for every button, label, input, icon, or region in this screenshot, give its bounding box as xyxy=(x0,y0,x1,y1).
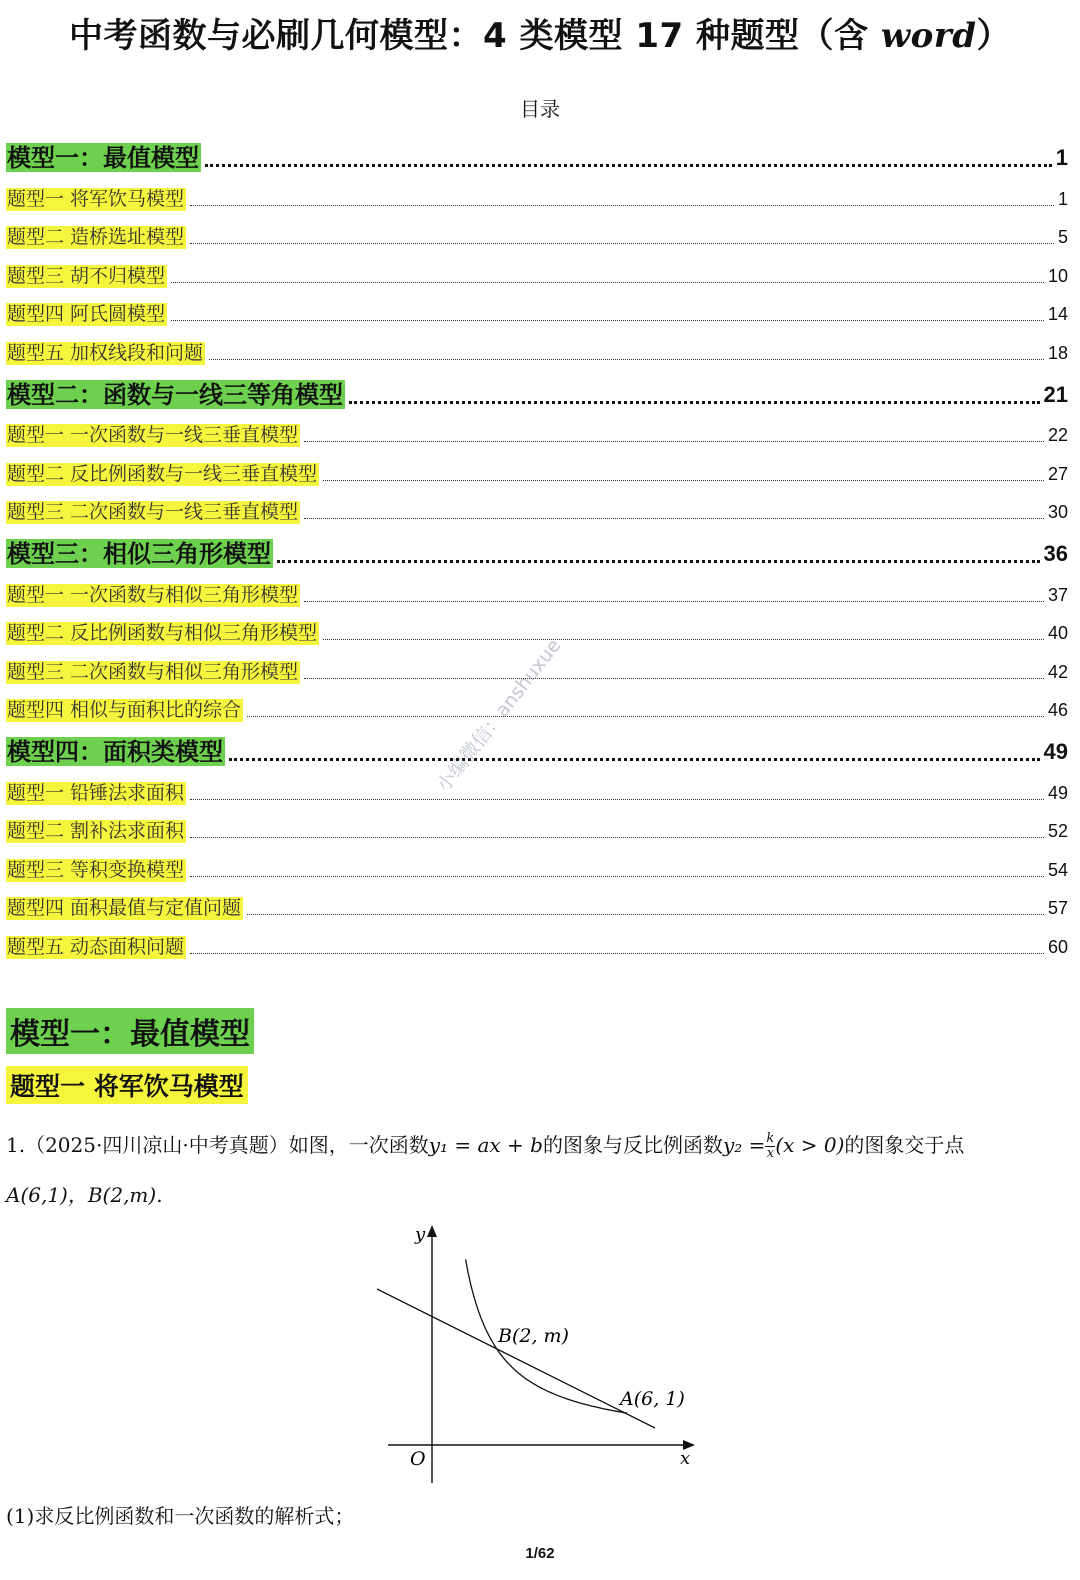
toc-type-entry[interactable] xyxy=(6,172,1068,211)
toc-type-entry[interactable] xyxy=(6,409,1068,448)
toc-entry-label: 模型二：函数与一线三等角模型 xyxy=(7,379,343,409)
toc-leader-dots xyxy=(190,837,1044,838)
toc-entry-page: 1 xyxy=(1055,145,1068,170)
toc-type-entry[interactable] xyxy=(6,607,1068,646)
problem-mid2: 的图象交于点 xyxy=(844,1133,965,1157)
toc-entry-label: 模型三：相似三角形模型 xyxy=(7,539,271,569)
toc-entry-page: 60 xyxy=(1047,936,1068,957)
toc-entry-page: 37 xyxy=(1047,584,1068,605)
page-indicator: 1/62 xyxy=(525,1545,555,1562)
toc-leader-dots xyxy=(304,518,1044,519)
toc-leader-dots xyxy=(247,914,1044,915)
toc-leader-dots xyxy=(304,441,1044,442)
toc-entry-label: 题型二 割补法求面积 xyxy=(7,820,185,843)
toc-entry-page: 42 xyxy=(1047,661,1068,682)
toc-type-entry[interactable] xyxy=(6,326,1068,365)
title-word: word xyxy=(880,16,977,56)
problem-fraction xyxy=(765,1132,775,1161)
problem-intro: 1.（2025·四川凉山·中考真题）如图，一次函数 xyxy=(6,1133,429,1157)
toc-entry-label: 题型一 一次函数与相似三角形模型 xyxy=(7,583,299,606)
toc-leader-dots xyxy=(229,758,1040,761)
toc-entry-label: 题型三 二次函数与一线三垂直模型 xyxy=(7,501,299,524)
problem-y1: y₁ = ax + b xyxy=(428,1133,543,1157)
toc-model-entry[interactable] xyxy=(6,128,1068,172)
toc-entry-page: 40 xyxy=(1047,623,1068,643)
watermark: 小编微信：anshuxue xyxy=(432,634,566,797)
toc-leader-dots xyxy=(190,876,1044,877)
toc-entry-label: 题型三 等积变换模型 xyxy=(7,858,185,881)
toc-entry-label: 题型五 加权线段和问题 xyxy=(7,341,204,364)
toc-leader-dots xyxy=(209,359,1044,360)
toc-entry-page: 5 xyxy=(1057,227,1068,247)
problem-y2: y₂ = xyxy=(722,1133,766,1157)
toc-leader-dots xyxy=(304,678,1044,679)
problem-statement xyxy=(6,1120,1070,1220)
toc-entry-label: 题型四 面积最值与定值问题 xyxy=(7,897,242,920)
toc-entry-label: 题型一 一次函数与一线三垂直模型 xyxy=(7,424,299,447)
toc-heading: 目录 xyxy=(520,97,560,121)
toc-entry-page: 52 xyxy=(1047,821,1068,841)
function-graph-figure xyxy=(360,1215,720,1485)
title-end: ） xyxy=(976,16,1011,56)
toc-entry-page: 22 xyxy=(1047,425,1068,445)
toc-entry-label: 题型一 铅锤法求面积 xyxy=(7,781,185,804)
toc-type-entry[interactable] xyxy=(6,684,1068,723)
toc-entry-page: 54 xyxy=(1047,859,1068,880)
toc-type-entry[interactable] xyxy=(6,766,1068,805)
toc-entry-label: 题型三 二次函数与相似三角形模型 xyxy=(7,660,299,683)
toc-leader-dots xyxy=(323,639,1044,640)
toc-entry-page: 10 xyxy=(1047,265,1068,286)
toc-type-entry[interactable] xyxy=(6,805,1068,844)
problem-points: A(6,1)，B(2,m). xyxy=(6,1183,163,1207)
toc-entry-label: 题型四 相似与面积比的综合 xyxy=(7,699,242,722)
toc-model-entry[interactable] xyxy=(6,524,1068,568)
toc-leader-dots xyxy=(171,282,1044,283)
toc-entry-label: 模型一：最值模型 xyxy=(7,143,199,173)
label-point-a: A(6, 1) xyxy=(620,1388,685,1410)
problem-condition: (x > 0) xyxy=(775,1133,845,1157)
section-heading: 模型一：最值模型 xyxy=(6,1008,254,1054)
toc-entry-page: 14 xyxy=(1047,304,1068,324)
toc-entry-label: 题型二 反比例函数与一线三垂直模型 xyxy=(7,462,318,485)
section-subheading: 题型一 将军饮马模型 xyxy=(6,1066,248,1104)
toc-entry-page: 49 xyxy=(1043,739,1068,764)
toc-leader-dots xyxy=(171,320,1044,321)
title-main: 中考函数与必刷几何模型：4 类模型 17 种题型（含 xyxy=(69,16,881,56)
toc-model-entry[interactable] xyxy=(6,365,1068,409)
fraction-denominator: x xyxy=(766,1146,775,1161)
toc-entry-page: 27 xyxy=(1047,463,1068,484)
toc-entry-page: 18 xyxy=(1047,342,1068,363)
toc-type-entry[interactable] xyxy=(6,882,1068,921)
problem-mid1: 的图象与反比例函数 xyxy=(542,1133,723,1157)
toc-leader-dots xyxy=(205,164,1052,167)
toc-entry-label: 题型三 胡不归模型 xyxy=(7,264,166,287)
toc-type-entry[interactable] xyxy=(6,843,1068,882)
toc-entry-label: 题型一 将军饮马模型 xyxy=(7,187,185,210)
toc-leader-dots xyxy=(304,601,1044,602)
toc-entry-label: 题型二 造桥选址模型 xyxy=(7,226,185,249)
toc-entry-label: 题型五 动态面积问题 xyxy=(7,935,185,958)
toc-leader-dots xyxy=(190,205,1054,206)
toc-leader-dots xyxy=(190,799,1044,800)
toc-leader-dots xyxy=(323,480,1044,481)
toc-model-entry[interactable] xyxy=(6,722,1068,766)
toc-type-entry[interactable] xyxy=(6,288,1068,327)
label-point-b: B(2, m) xyxy=(498,1325,569,1347)
toc-entry-page: 46 xyxy=(1047,700,1068,720)
toc-type-entry[interactable] xyxy=(6,249,1068,288)
table-of-contents xyxy=(6,128,1068,959)
label-y: y xyxy=(415,1224,426,1245)
question-1: (1)求反比例函数和一次函数的解析式； xyxy=(6,1504,355,1528)
toc-entry-label: 模型四：面积类模型 xyxy=(7,737,223,767)
linear-function-line xyxy=(377,1289,655,1428)
toc-entry-page: 1 xyxy=(1057,188,1068,209)
toc-type-entry[interactable] xyxy=(6,211,1068,250)
toc-entry-label: 题型二 反比例函数与相似三角形模型 xyxy=(7,622,318,645)
toc-type-entry[interactable] xyxy=(6,486,1068,525)
toc-entry-page: 36 xyxy=(1043,541,1068,566)
toc-leader-dots xyxy=(349,401,1040,404)
label-origin: O xyxy=(410,1448,426,1470)
toc-leader-dots xyxy=(190,953,1044,954)
toc-leader-dots xyxy=(247,716,1044,717)
y-axis-arrow xyxy=(427,1225,437,1237)
toc-type-entry[interactable] xyxy=(6,447,1068,486)
fraction-numerator: k xyxy=(766,1131,775,1146)
toc-entry-label: 题型四 阿氏圆模型 xyxy=(7,303,166,326)
document-title xyxy=(0,8,1080,57)
toc-leader-dots xyxy=(190,243,1054,244)
toc-type-entry[interactable] xyxy=(6,920,1068,959)
toc-type-entry[interactable] xyxy=(6,568,1068,607)
toc-entry-page: 57 xyxy=(1047,898,1068,918)
label-x: x xyxy=(680,1448,691,1469)
toc-entry-page: 21 xyxy=(1043,381,1068,407)
toc-leader-dots xyxy=(277,560,1040,563)
toc-entry-page: 30 xyxy=(1047,502,1068,522)
toc-entry-page: 49 xyxy=(1047,782,1068,803)
